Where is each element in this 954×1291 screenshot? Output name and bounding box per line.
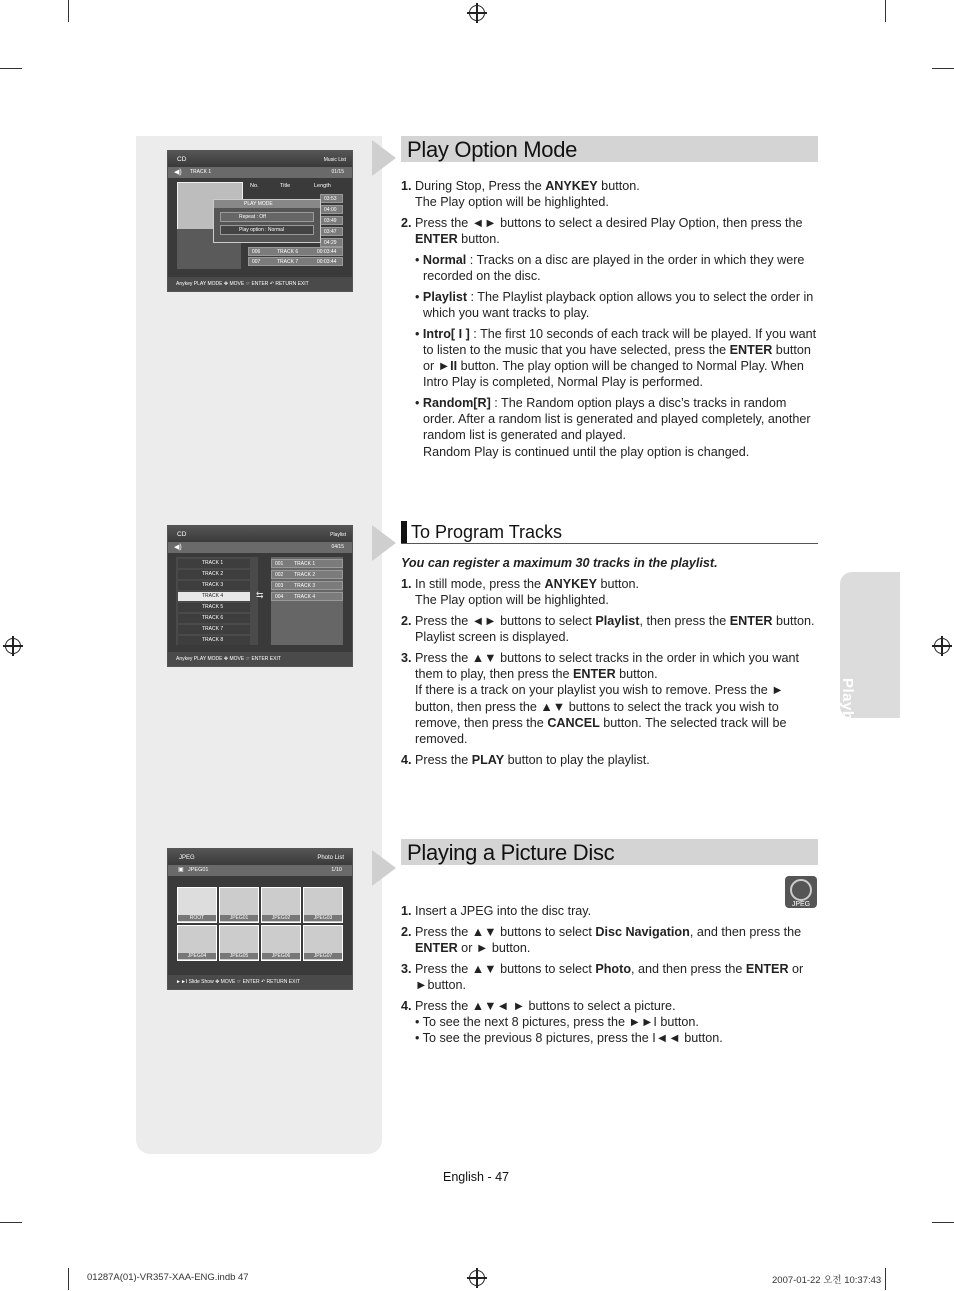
subsection-header xyxy=(401,521,818,544)
popup-option-play[interactable]: Play option : Normal xyxy=(220,225,314,235)
crop-mark xyxy=(932,1222,954,1223)
screen-header-right: Playlist xyxy=(330,532,346,538)
crop-mark xyxy=(0,68,22,69)
list-item[interactable]: 004 TRACK 4 xyxy=(271,592,343,601)
photo-list-screen xyxy=(167,848,353,990)
screen-footer: Anykey PLAY MODE ✥ MOVE ☞ ENTER ↶ RETURN EXIT xyxy=(168,277,352,291)
screen-subheader xyxy=(168,865,352,876)
photo-count: 1/10 xyxy=(331,867,342,873)
time-cell: 04:29 xyxy=(320,238,343,247)
step: 3. Press the ▲▼ buttons to select tracks in the order in which you want them to play, then press the ENTER button. If there is a track on your playlist you wish to remove. Press the ► button, then press the ▲▼ buttons to select the track you wish to remove, then press the CANCEL button. The selected track will be removed. xyxy=(401,651,800,747)
folder-name: JPEG01 xyxy=(188,867,209,873)
list-item[interactable]: TRACK 5 xyxy=(178,603,250,612)
list-item[interactable]: TRACK 7 xyxy=(178,625,250,634)
screen-header-right: Music List xyxy=(323,157,346,163)
crop-mark xyxy=(932,68,954,69)
section-title: Play Option Mode xyxy=(407,137,578,162)
screen-header xyxy=(168,526,352,542)
playlist-screen xyxy=(167,525,353,667)
registration-mark-icon xyxy=(469,5,485,21)
section-title-bar xyxy=(401,136,818,162)
page-number: English - 47 xyxy=(443,1170,510,1184)
col-length: Length xyxy=(314,183,331,189)
registration-mark-icon xyxy=(469,1270,485,1286)
screen-subheader xyxy=(168,167,352,178)
list-row: 007 TRACK 7 00:03:44 xyxy=(248,257,343,266)
crop-mark xyxy=(0,1222,22,1223)
screen-header xyxy=(168,849,352,865)
speaker-icon: ◀) xyxy=(174,544,182,551)
list-item[interactable]: TRACK 4 xyxy=(178,592,250,601)
screen-header-left: JPEG xyxy=(179,855,195,861)
section-arrow-icon xyxy=(372,140,396,176)
screen-header-left: CD xyxy=(177,531,187,538)
list-columns xyxy=(248,183,343,193)
step: 4. Press the ▲▼◄ ► buttons to select a picture. • To see the next 8 pictures, press the ►►I button. • To see the previous 8 pictures, press the I◄◄ button. xyxy=(401,998,723,1045)
section-title-bar xyxy=(401,839,818,865)
list-item[interactable]: TRACK 6 xyxy=(178,614,250,623)
picture-disc-content xyxy=(401,903,821,1051)
bullet: • Normal : Tracks on a disc are played in the order in which they were recorded on the disc. xyxy=(415,252,805,284)
thumbnail[interactable]: JPEG06 xyxy=(261,925,301,961)
list-item[interactable]: TRACK 3 xyxy=(178,581,250,590)
music-list-screen xyxy=(167,150,353,292)
list-item[interactable]: 003 TRACK 3 xyxy=(271,581,343,590)
time-cell: 03:53 xyxy=(320,194,343,203)
print-date: 2007-01-22 오전 10:37:43 xyxy=(772,1275,882,1286)
play-mode-popup xyxy=(213,199,321,243)
crop-mark xyxy=(885,1268,886,1290)
registration-mark-icon xyxy=(934,638,950,654)
thumbnail-grid xyxy=(177,887,343,961)
crop-mark xyxy=(885,0,886,22)
jpeg-disc-icon: JPEG xyxy=(785,876,817,908)
step: 2. Press the ▲▼ buttons to select Disc Navigation, and then press the ENTER or ► button. xyxy=(401,924,802,955)
screen-footer: ►►I Slide Show ✥ MOVE ☞ ENTER ↶ RETURN EXIT xyxy=(168,975,352,989)
col-no: No. xyxy=(250,183,259,189)
screen-header-right: Photo List xyxy=(317,855,344,861)
list-item[interactable]: TRACK 8 xyxy=(178,636,250,645)
time-cell: 03:47 xyxy=(320,227,343,236)
time-cell: 04:00 xyxy=(320,205,343,214)
crop-mark xyxy=(68,0,69,22)
screen-subheader xyxy=(168,542,352,553)
step: 1. Insert a JPEG into the disc tray. xyxy=(401,904,592,918)
bullet: • Random[R] : The Random option plays a disc’s tracks in random order. After a random list is generated and played completely, another random list is generated and played. Random Play is continued until the play option is changed. xyxy=(415,395,811,459)
step: 4. Press the PLAY button to play the playlist. xyxy=(401,752,650,767)
list-item[interactable]: 001 TRACK 1 xyxy=(271,559,343,568)
left-track-list xyxy=(176,557,258,645)
thumbnail[interactable]: ROOT xyxy=(177,887,217,923)
list-item[interactable]: 002 TRACK 2 xyxy=(271,570,343,579)
crop-mark xyxy=(68,1268,69,1290)
section-tab xyxy=(839,572,900,748)
list-item[interactable]: TRACK 1 xyxy=(178,559,250,568)
transfer-arrow-icon: ⇆ xyxy=(256,590,264,600)
thumbnail[interactable]: JPEG07 xyxy=(303,925,343,961)
step: 2. Press the ◄► buttons to select Playlist, then press the ENTER button. Playlist screen is displayed. xyxy=(401,614,815,645)
thumbnail[interactable]: JPEG04 xyxy=(177,925,217,961)
screen-header xyxy=(168,151,352,167)
list-item[interactable]: TRACK 2 xyxy=(178,570,250,579)
popup-option-repeat[interactable]: Repeat : Off xyxy=(220,212,314,222)
play-option-content xyxy=(401,178,821,464)
speaker-icon: ◀) xyxy=(174,169,182,176)
disc-icon xyxy=(790,879,812,901)
section-title: Playing a Picture Disc xyxy=(407,840,615,865)
col-title: Title xyxy=(280,183,291,189)
bullet: • Playlist : The Playlist playback option allows you to select the order in which you want tracks to play. xyxy=(415,289,814,320)
file-info: 01287A(01)-VR357-XAA-ENG.indb 47 xyxy=(87,1272,249,1283)
subsection-title: To Program Tracks xyxy=(411,522,563,542)
step: 1. In still mode, press the ANYKEY button. The Play option will be highlighted. xyxy=(401,577,639,608)
thumbnail[interactable]: JPEG02 xyxy=(261,887,301,923)
thumbnail[interactable]: JPEG01 xyxy=(219,887,259,923)
list-row: 006 TRACK 6 00:03:44 xyxy=(248,247,343,256)
step: 1. During Stop, Press the ANYKEY button. The Play option will be highlighted. xyxy=(401,179,640,210)
step: 2. Press the ◄► buttons to select a desired Play Option, then press the ENTER button. xyxy=(401,215,803,247)
track-count: 01/15 xyxy=(331,169,344,175)
section-arrow-icon xyxy=(372,525,396,561)
screen-header-left: CD xyxy=(177,156,187,163)
right-track-list xyxy=(271,557,343,645)
note: You can register a maximum 30 tracks in the playlist. xyxy=(401,556,718,570)
program-tracks-content xyxy=(401,555,821,772)
thumbnail[interactable]: JPEG05 xyxy=(219,925,259,961)
time-cell: 03:49 xyxy=(320,216,343,225)
section-tab-label: Playback xyxy=(839,678,856,748)
registration-mark-icon xyxy=(5,638,21,654)
section-arrow-icon xyxy=(372,850,396,886)
thumbnail[interactable]: JPEG03 xyxy=(303,887,343,923)
current-track: TRACK 1 xyxy=(190,169,212,175)
subsection-bar xyxy=(401,521,407,543)
folder-icon: ▣ xyxy=(178,867,184,873)
step: 3. Press the ▲▼ buttons to select Photo, and then press the ENTER or ►button. xyxy=(401,961,804,992)
track-count: 04/15 xyxy=(331,544,344,550)
popup-title: PLAY MODE xyxy=(214,200,320,208)
bullet: • Intro[ I ] : The first 10 seconds of each track will be played. If you want to listen to the music that you have selected, press the ENTER button or ►II button. The play option will be changed to Normal Play. When Intro Play is completed, Normal Play is performed. xyxy=(415,326,817,390)
screen-footer: Anykey PLAY MODE ✥ MOVE ☞ ENTER EXIT xyxy=(168,652,352,666)
